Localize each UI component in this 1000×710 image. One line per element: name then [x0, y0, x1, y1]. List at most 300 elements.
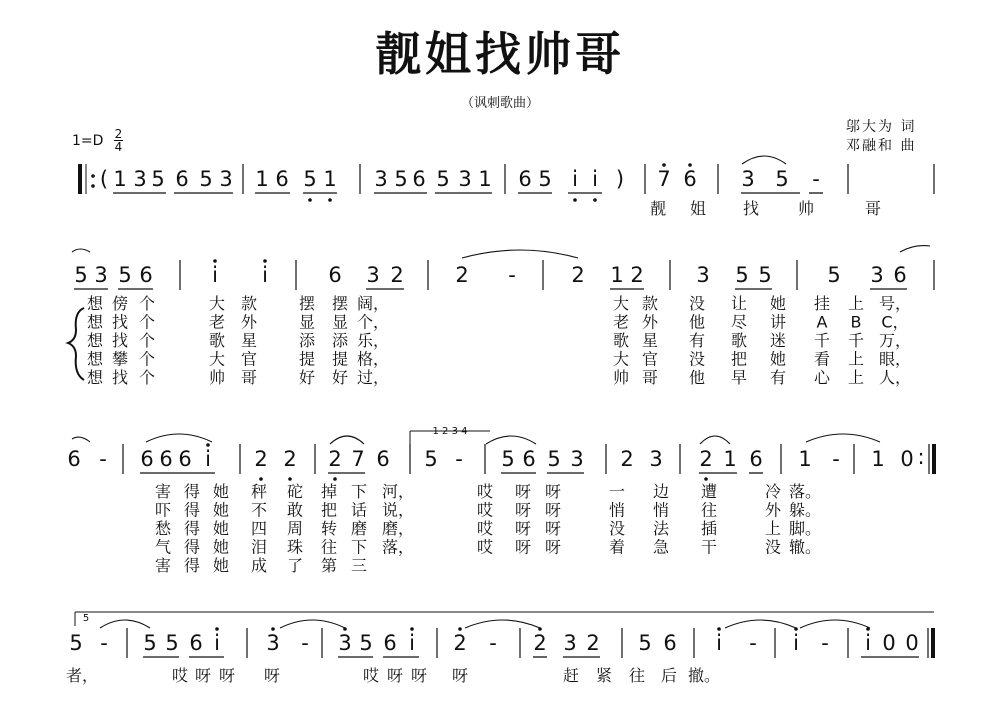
verse-lyric: 老	[612, 312, 630, 332]
verse-lyric: 千	[847, 331, 865, 350]
lyricist-credit: 邬大为 词	[846, 119, 917, 135]
melody-note: 5	[758, 263, 772, 287]
melody-note: 1	[723, 447, 737, 471]
verse-lyric: 人，	[878, 368, 912, 387]
melody-note: 2	[455, 263, 469, 287]
melody-note: 2	[699, 447, 713, 471]
verse-lyric: 边	[652, 482, 670, 501]
intro-note: 3	[458, 167, 472, 191]
melody-note: i	[214, 631, 220, 655]
verse-lyric: 往	[700, 500, 718, 520]
verse-lyric: C，	[881, 312, 909, 332]
repeat-colon: :	[917, 445, 925, 469]
verse-lyric: 外	[764, 500, 782, 520]
melody-note: -	[812, 167, 820, 191]
octave-dot	[271, 627, 275, 631]
verse-lyric: 没	[608, 519, 626, 538]
verse-lyric: 找	[111, 368, 129, 387]
verse-lyric: 珠	[286, 537, 304, 557]
verse-lyric: 个	[138, 368, 156, 387]
verse-lyric: 格，	[356, 349, 390, 369]
verse-lyric: 落，	[381, 537, 415, 557]
verse-lyric: 摆	[331, 294, 349, 313]
octave-dot	[410, 627, 414, 631]
verse-lyric: 官	[240, 349, 258, 369]
melody-note: 5	[165, 631, 179, 655]
melody-note: 6	[522, 447, 536, 471]
verse-lyric: 款	[240, 294, 258, 313]
verse-lyric: 找	[111, 312, 129, 332]
slur	[486, 436, 536, 444]
octave-dot	[593, 198, 597, 202]
verse-lyric: 把	[730, 349, 748, 369]
intro-note: 5	[151, 167, 165, 191]
melody-note: 5	[424, 447, 438, 471]
intro-note: 5	[436, 167, 450, 191]
verse-lyric: 官	[641, 349, 659, 369]
lyric-syllable: 哎	[362, 666, 380, 685]
verse-lyric: 砣	[286, 482, 304, 501]
slur	[146, 434, 212, 442]
verse-lyric: 个	[138, 331, 156, 350]
lyric-syllable: 撤。	[687, 666, 721, 685]
intro-note: 3	[374, 167, 388, 191]
verse-lyric: 挂	[813, 294, 831, 313]
melody-note: 2	[571, 263, 585, 287]
verse-lyric: 想	[86, 312, 104, 332]
melody-note: -	[455, 447, 463, 471]
lyric-syllable: 呀	[194, 666, 212, 685]
verse-lyric: 掉	[320, 482, 338, 501]
verse-lyric: 好	[331, 368, 349, 387]
verse-lyric: 哎	[476, 482, 494, 501]
verse-lyric: 乐，	[356, 331, 390, 350]
melody-note: 6	[683, 167, 697, 191]
intro-note: 1	[478, 167, 492, 191]
verse-lyric: 呀	[544, 519, 562, 538]
melody-note: 1	[798, 447, 812, 471]
verse-lyric: 呀	[514, 500, 532, 520]
verse-lyric: 她	[212, 519, 230, 538]
verse-lyric: 尽	[730, 312, 748, 332]
verse-lyric: 帅	[612, 368, 630, 387]
melody-note: i	[262, 263, 268, 287]
verse-lyric: 哎	[476, 519, 494, 538]
intro-note: 3	[133, 167, 147, 191]
verse-lyric: 愁	[154, 519, 172, 538]
melody-note: 6	[893, 263, 907, 287]
verse-lyric: 呀	[514, 482, 532, 501]
melody-note: i	[865, 631, 871, 655]
verse-lyric: 傍	[111, 294, 129, 313]
verse-lyric: 看	[813, 349, 831, 369]
melody-note: i	[409, 631, 415, 655]
melody-note: 3	[366, 263, 380, 287]
octave-dot	[333, 477, 337, 481]
melody-note: 7	[657, 167, 671, 191]
verse-lyric: 千	[813, 331, 831, 350]
verse-lyric: 敢	[286, 500, 304, 520]
melody-note: 2	[254, 447, 268, 471]
verse-lyric: B	[850, 312, 862, 332]
verse-lyric: 想	[86, 331, 104, 350]
verse-lyric: 她	[212, 537, 230, 557]
verse-lyric: 下	[350, 537, 368, 557]
verse-lyric: 法	[652, 519, 670, 538]
octave-dot	[206, 443, 210, 447]
lyric-syllable: 呀	[451, 666, 469, 685]
lyric-syllable: 帅	[797, 199, 815, 218]
song-subtitle: （讽刺歌曲）	[460, 96, 539, 111]
intro-note: 6	[412, 167, 426, 191]
melody-note: 5	[638, 631, 652, 655]
melody-note: 2	[630, 263, 644, 287]
verse-lyric: 摆	[298, 294, 316, 313]
slur	[462, 250, 578, 258]
verse-lyric: 呀	[514, 519, 532, 538]
melody-note: -	[99, 447, 107, 471]
verse-lyric: 她	[212, 500, 230, 520]
verse-lyric: 外	[641, 312, 659, 332]
intro-note: 1	[255, 167, 269, 191]
melody-note: 2	[620, 447, 634, 471]
octave-dot	[308, 198, 312, 202]
verse-lyric: 想	[86, 349, 104, 369]
verse-lyric: 说，	[381, 500, 415, 520]
composer-credit: 邓融和 曲	[846, 138, 917, 154]
verse-lyric: 往	[320, 537, 338, 557]
melody-note: -	[100, 631, 108, 655]
octave-dot	[866, 627, 870, 631]
verse-lyric: 攀	[111, 349, 129, 369]
intro-note: 5	[394, 167, 408, 191]
lyric-syllable: 呀	[410, 666, 428, 685]
verse-lyric: 过，	[356, 368, 390, 387]
verse-lyric: 着	[608, 537, 626, 557]
intro-note: 1	[323, 167, 337, 191]
verse-lyric: 一	[608, 482, 626, 501]
melody-note: 6	[328, 263, 342, 287]
verse-lyric: 成	[250, 556, 268, 575]
octave-dot	[259, 477, 263, 481]
melody-note: -	[749, 631, 757, 655]
melody-note: 6	[140, 447, 154, 471]
verse-lyric: 他	[688, 368, 706, 387]
verse-lyric: 没	[688, 349, 706, 369]
intro-note: 5	[199, 167, 213, 191]
verse-lyric: 不	[250, 500, 268, 520]
melody-note: 6	[376, 447, 390, 471]
verse-lyric: 了	[286, 556, 304, 575]
verse-lyric: 提	[331, 349, 349, 369]
melody-note: -	[508, 263, 516, 287]
octave-dot	[215, 627, 219, 631]
intro-note: 3	[219, 167, 233, 191]
slur	[700, 436, 730, 444]
verse-lyric: 她	[769, 294, 787, 313]
melody-note: 5	[547, 447, 561, 471]
verse-lyric: 大	[208, 349, 226, 369]
slur	[800, 620, 870, 628]
score-layer	[66, 156, 934, 685]
intro-note: 6	[175, 167, 189, 191]
verse-lyric: 悄	[652, 500, 670, 520]
octave-dot	[328, 198, 332, 202]
slur	[280, 620, 345, 628]
melody-note: 5	[74, 263, 88, 287]
melody-note: 5	[501, 447, 515, 471]
melody-note: 3	[741, 167, 755, 191]
melody-note: i	[212, 263, 218, 287]
lyric-syllable: 往	[628, 666, 646, 685]
melody-note: 0	[905, 631, 919, 655]
verse-lyric: 上	[847, 294, 865, 313]
intro-note: 6	[518, 167, 532, 191]
lyric-syllable: 赶	[562, 666, 580, 685]
verse-lyric: 三	[350, 556, 368, 575]
verse-lyric: 她	[769, 349, 787, 369]
verse-lyric: 得	[183, 482, 201, 501]
verse-lyric: 插	[700, 519, 718, 538]
verse-lyric: 找	[111, 331, 129, 350]
time-signature-bottom: 4	[114, 140, 123, 154]
melody-note: 5	[69, 631, 83, 655]
verse-lyric: 哥	[240, 368, 258, 387]
verse-lyric: 害	[154, 482, 172, 501]
lyric-syllable: 姐	[689, 199, 707, 218]
melody-note: 2	[533, 631, 547, 655]
melody-note: 0	[900, 447, 914, 471]
melody-note: 6	[663, 631, 677, 655]
lyric-syllable: 后	[660, 666, 678, 685]
verse-lyric: 个	[138, 294, 156, 313]
verse-lyric: 个	[138, 312, 156, 332]
intro-note: i	[592, 167, 598, 191]
verse-lyric: 歌	[208, 331, 226, 350]
verse-lyric: 得	[183, 500, 201, 520]
verse-lyric: 哥	[641, 368, 659, 387]
melody-note: 6	[383, 631, 397, 655]
slur	[72, 437, 90, 442]
verse-lyric: 冷	[764, 482, 782, 501]
slur	[100, 620, 150, 628]
verse-lyric: 呀	[514, 537, 532, 557]
verse-lyric: 心	[813, 368, 831, 387]
melody-note: 1	[610, 263, 624, 287]
key-signature: 1=D	[72, 133, 104, 149]
verse-lyric: 有	[688, 331, 706, 350]
melody-note: 5	[359, 631, 373, 655]
octave-dot	[458, 627, 462, 631]
verse-lyric: 早	[730, 368, 748, 387]
melody-note: 6	[67, 447, 81, 471]
verse-lyric: 她	[212, 482, 230, 501]
melody-note: 2	[453, 631, 467, 655]
intro-note: 6	[275, 167, 289, 191]
verse-lyric: 想	[86, 294, 104, 313]
verse-lyric: 上	[764, 519, 782, 538]
verse-lyric: 转	[320, 519, 338, 538]
melody-note: 5	[827, 263, 841, 287]
melody-note: i	[793, 631, 799, 655]
lyric-syllable: 找	[742, 199, 760, 218]
repeat-dot	[91, 184, 95, 188]
verse-lyric: 哎	[476, 500, 494, 520]
melody-note: i	[205, 447, 211, 471]
verse-lyric: 躲。	[788, 500, 822, 520]
melody-note: 7	[351, 447, 365, 471]
verse-lyric: 周	[286, 519, 304, 538]
verse-lyric: 磨，	[381, 519, 415, 538]
verse-lyric: 呀	[544, 537, 562, 557]
intro-note: 5	[538, 167, 552, 191]
verse-lyric: 万，	[878, 331, 912, 350]
verse-lyric: 辙。	[788, 537, 822, 557]
verse-lyric: 个，	[356, 312, 390, 332]
slur	[465, 620, 540, 628]
verse-lyric: 干	[700, 537, 718, 557]
melody-note: 3	[570, 447, 584, 471]
melody-note: 0	[882, 631, 896, 655]
octave-dot	[688, 163, 692, 167]
verse-lyric: 星	[641, 331, 659, 350]
verse-lyric: 他	[688, 312, 706, 332]
melody-note: -	[301, 631, 309, 655]
melody-note: 3	[649, 447, 663, 471]
verse-lyric: 外	[240, 312, 258, 332]
octave-dot	[662, 163, 666, 167]
melody-note: 3	[94, 263, 108, 287]
verse-lyric: 眼，	[878, 349, 912, 369]
melody-note: 6	[749, 447, 763, 471]
verse-lyric: 好	[298, 368, 316, 387]
verse-lyric: 上	[847, 368, 865, 387]
melody-note: 3	[870, 263, 884, 287]
verse-lyric: 遭	[700, 482, 718, 501]
verse-lyric: 急	[652, 537, 670, 557]
verse-lyric: 款	[641, 294, 659, 313]
verse-lyric: 秤	[250, 482, 268, 501]
verse-lyric: 没	[688, 294, 706, 313]
volta-number: 1 2 3 4	[432, 426, 468, 437]
slur	[806, 434, 880, 442]
intro-note: i	[572, 167, 578, 191]
verse-brace	[68, 308, 84, 380]
verse-lyric: 老	[208, 312, 226, 332]
verse-lyric: 得	[183, 519, 201, 538]
verse-lyric: 气	[154, 537, 172, 557]
octave-dot	[704, 477, 708, 481]
verse-lyric: 讲	[769, 312, 787, 332]
verse-lyric: 脚。	[788, 519, 822, 538]
melody-note: 2	[328, 447, 342, 471]
verse-lyric: 帅	[208, 368, 226, 387]
verse-lyric: 得	[183, 537, 201, 557]
melody-note: 3	[563, 631, 577, 655]
verse-lyric: 吓	[154, 500, 172, 520]
verse-lyric: 呀	[544, 500, 562, 520]
melody-note: -	[821, 631, 829, 655]
verse-lyric: 四	[250, 519, 268, 538]
verse-lyric: 大	[612, 294, 630, 313]
verse-lyric: 个	[138, 349, 156, 369]
intro-note: 1	[113, 167, 127, 191]
verse-lyric: 大	[612, 349, 630, 369]
verse-lyric: 歌	[612, 331, 630, 350]
melody-note: 6	[139, 263, 153, 287]
paren-open: (	[99, 167, 109, 191]
octave-dot	[288, 477, 292, 481]
paren-close: )	[615, 167, 625, 191]
verse-lyric: 号，	[878, 294, 912, 313]
melody-note: -	[489, 631, 497, 655]
octave-dot	[573, 198, 577, 202]
lyric-syllable: 哥	[864, 199, 882, 218]
time-signature-top: 2	[114, 127, 123, 141]
melody-note: i	[716, 631, 722, 655]
verse-lyric: 迷	[769, 331, 787, 350]
melody-note: 6	[159, 447, 173, 471]
verse-lyric: 第	[320, 556, 338, 575]
verse-lyric: 显	[298, 312, 316, 332]
verse-lyric: 歌	[730, 331, 748, 350]
verse-lyric: 害	[154, 556, 172, 575]
verse-lyric: 哎	[476, 537, 494, 557]
melody-note: 5	[143, 631, 157, 655]
lyric-syllable: 靓	[649, 199, 667, 218]
slur	[742, 156, 786, 164]
octave-dot	[213, 259, 217, 263]
lyric-syllable: 紧	[595, 666, 613, 685]
verse-lyric: 提	[298, 349, 316, 369]
verse-lyric: 有	[769, 368, 787, 387]
verse-lyric: 想	[86, 368, 104, 387]
verse-lyric: 下	[350, 482, 368, 501]
verse-lyric: 上	[847, 349, 865, 369]
intro-note: 5	[303, 167, 317, 191]
verse-lyric: 河，	[381, 482, 415, 501]
slur	[900, 246, 930, 252]
verse-lyric: 落。	[788, 482, 822, 501]
volta-number: 5	[82, 613, 90, 624]
song-title: 靓姐找帅哥	[375, 27, 625, 81]
slur	[72, 249, 90, 252]
melody-note: -	[832, 447, 840, 471]
melody-note: 3	[696, 263, 710, 287]
melody-note: 3	[338, 631, 352, 655]
melody-note: 5	[118, 263, 132, 287]
slur	[330, 436, 364, 444]
octave-dot	[263, 259, 267, 263]
slur	[725, 620, 796, 628]
lyric-syllable: 哎	[171, 666, 189, 685]
melody-note: 5	[735, 263, 749, 287]
verse-lyric: 没	[764, 537, 782, 557]
verse-lyric: 添	[298, 331, 316, 350]
lyric-syllable: 呀	[263, 666, 281, 685]
verse-lyric: 话	[350, 500, 368, 520]
verse-lyric: 添	[331, 331, 349, 350]
lyric-syllable: 呀	[218, 666, 236, 685]
lyric-syllable: 呀	[386, 666, 404, 685]
octave-dot	[717, 627, 721, 631]
verse-lyric: 阔，	[356, 294, 390, 313]
verse-lyric: 得	[183, 556, 201, 575]
melody-note: 2	[283, 447, 297, 471]
verse-lyric: 泪	[250, 537, 268, 557]
lyric-syllable: 者，	[65, 666, 99, 685]
melody-note: 5	[775, 167, 789, 191]
